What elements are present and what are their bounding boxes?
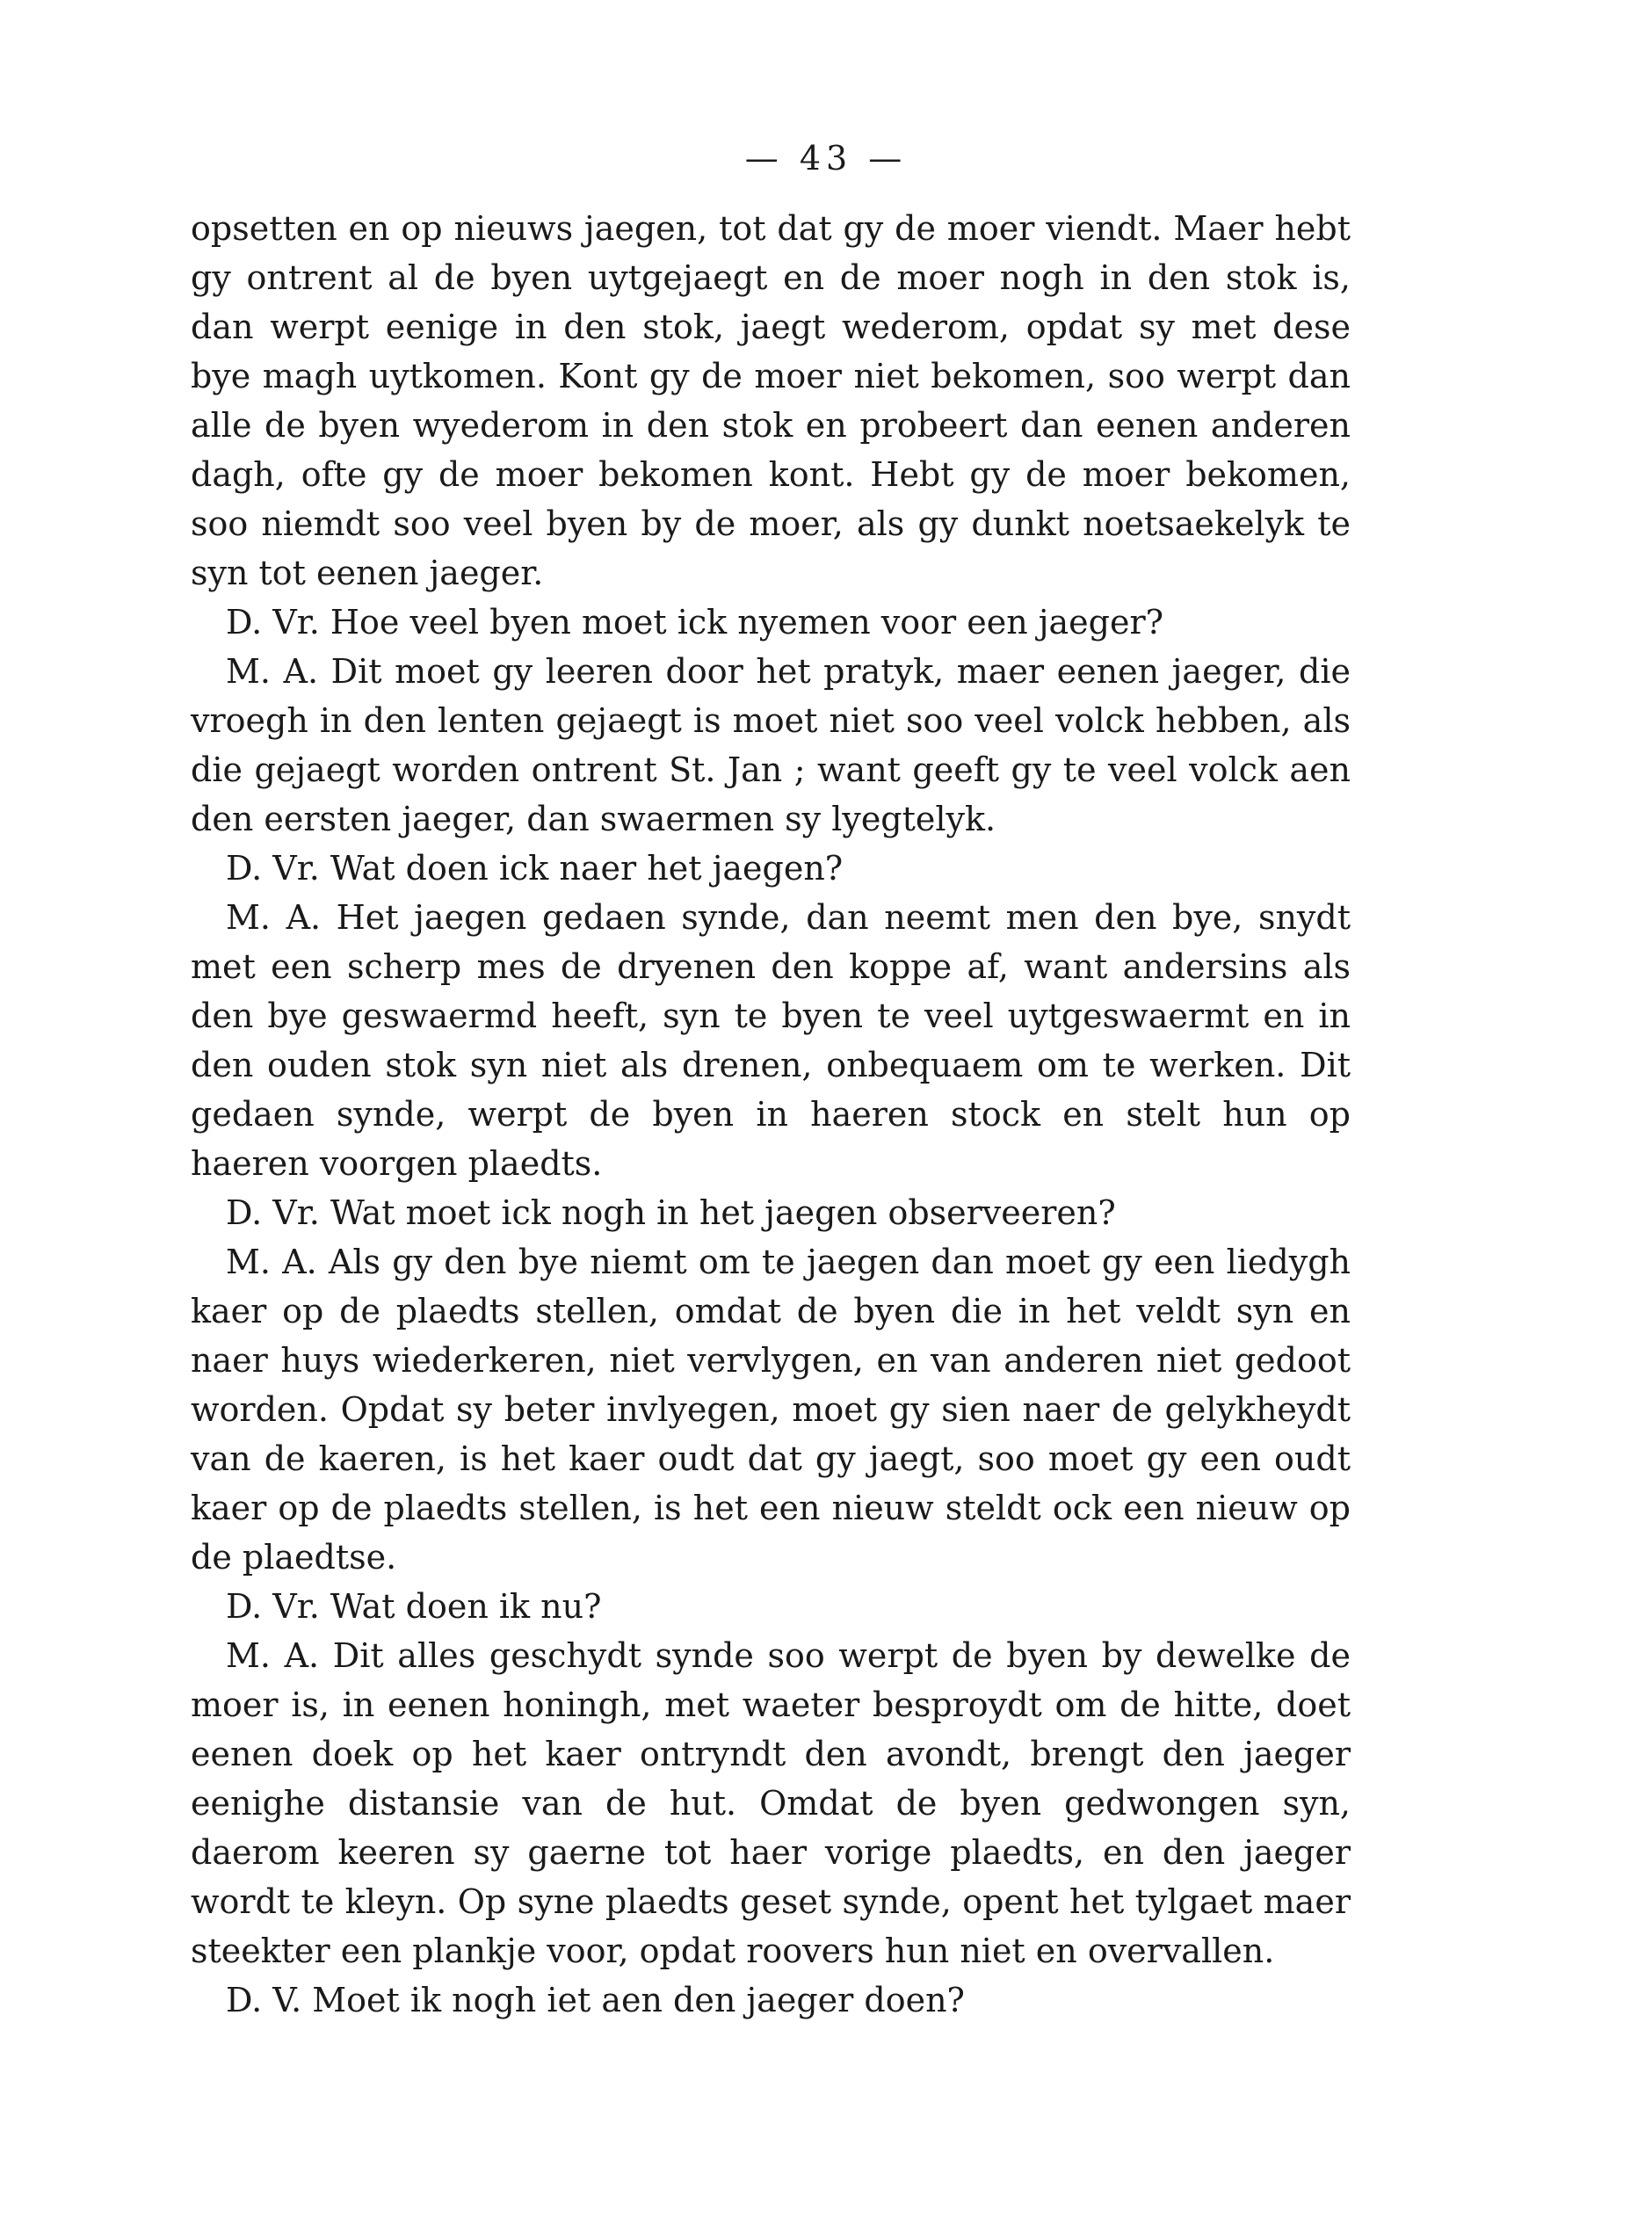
body-text: [191, 204, 1351, 2025]
question-paragraph: D. Vr. Hoe veel byen moet ick nyemen voor een jaeger?: [226, 603, 1164, 642]
question-paragraph: D. Vr. Wat doen ick naer het jaegen?: [226, 849, 844, 888]
question-paragraph: D. V. Moet ik nogh iet aen den jaeger doen?: [226, 1981, 965, 2019]
answer-paragraph: M. A. Dit moet gy leeren door het pratyk, maer eenen jaeger, die vroegh in den lenten gejaegt is moet niet soo veel volck hebben, als die gejaegt worden ontrent St. Jan ; want geeft gy te veel volck aen den eersten jaeger, dan swaermen sy lyegtelyk.: [191, 652, 1351, 838]
question-paragraph: D. Vr. Wat moet ick nogh in het jaegen observeeren?: [226, 1193, 1116, 1232]
question-paragraph: D. Vr. Wat doen ik nu?: [226, 1587, 602, 1626]
page-number: — 43 —: [744, 139, 908, 178]
answer-paragraph: M. A. Als gy den bye niemt om te jaegen dan moet gy een liedygh kaer op de plaedts stellen, omdat de byen die in het veldt syn en naer huys wiederkeren, niet vervlygen, en van anderen niet gedoot worden. Opdat sy beter invlyegen, moet gy sien naer de gelykheydt van de kaeren, is het kaer oudt dat gy jaegt, soo moet gy een oudt kaer op de plaedts stellen, is het een nieuw steldt ock een nieuw op de plaedtse.: [191, 1243, 1351, 1577]
paragraph-continuation: opsetten en op nieuws jaegen, tot dat gy de moer viendt. Maer hebt gy ontrent al de byen uytgejaegt en de moer nogh in den stok is, dan werpt eenige in den stok, jaegt wederom, opdat sy met dese bye magh uytkomen. Kont gy de moer niet bekomen, soo werpt dan alle de byen wyederom in den stok en probeert dan eenen anderen dagh, ofte gy de moer bekomen kont. Hebt gy de moer bekomen, soo niemdt soo veel byen by de moer, als gy dunkt noetsaekelyk te syn tot eenen jaeger.: [191, 209, 1351, 592]
answer-paragraph: M. A. Het jaegen gedaen synde, dan neemt men den bye, snydt met een scherp mes de dryenen den koppe af, want andersins als den bye geswaermd heeft, syn te byen te veel uytgeswaermt en in den ouden stok syn niet als drenen, onbequaem om te werken. Dit gedaen synde, werpt de byen in haeren stock en stelt hun op haeren voorgen plaedts.: [191, 898, 1351, 1183]
answer-paragraph: M. A. Dit alles geschydt synde soo werpt de byen by dewelke de moer is, in eenen honingh, met waeter besproydt om de hitte, doet eenen doek op het kaer ontryndt den avondt, brengt den jaeger eenighe distansie van de hut. Omdat de byen gedwongen syn, daerom keeren sy gaerne tot haer vorige plaedts, en den jaeger wordt te kleyn. Op syne plaedts geset synde, opent het tylgaet maer steekter een plankje voor, opdat roovers hun niet en overvallen.: [191, 1636, 1351, 1970]
